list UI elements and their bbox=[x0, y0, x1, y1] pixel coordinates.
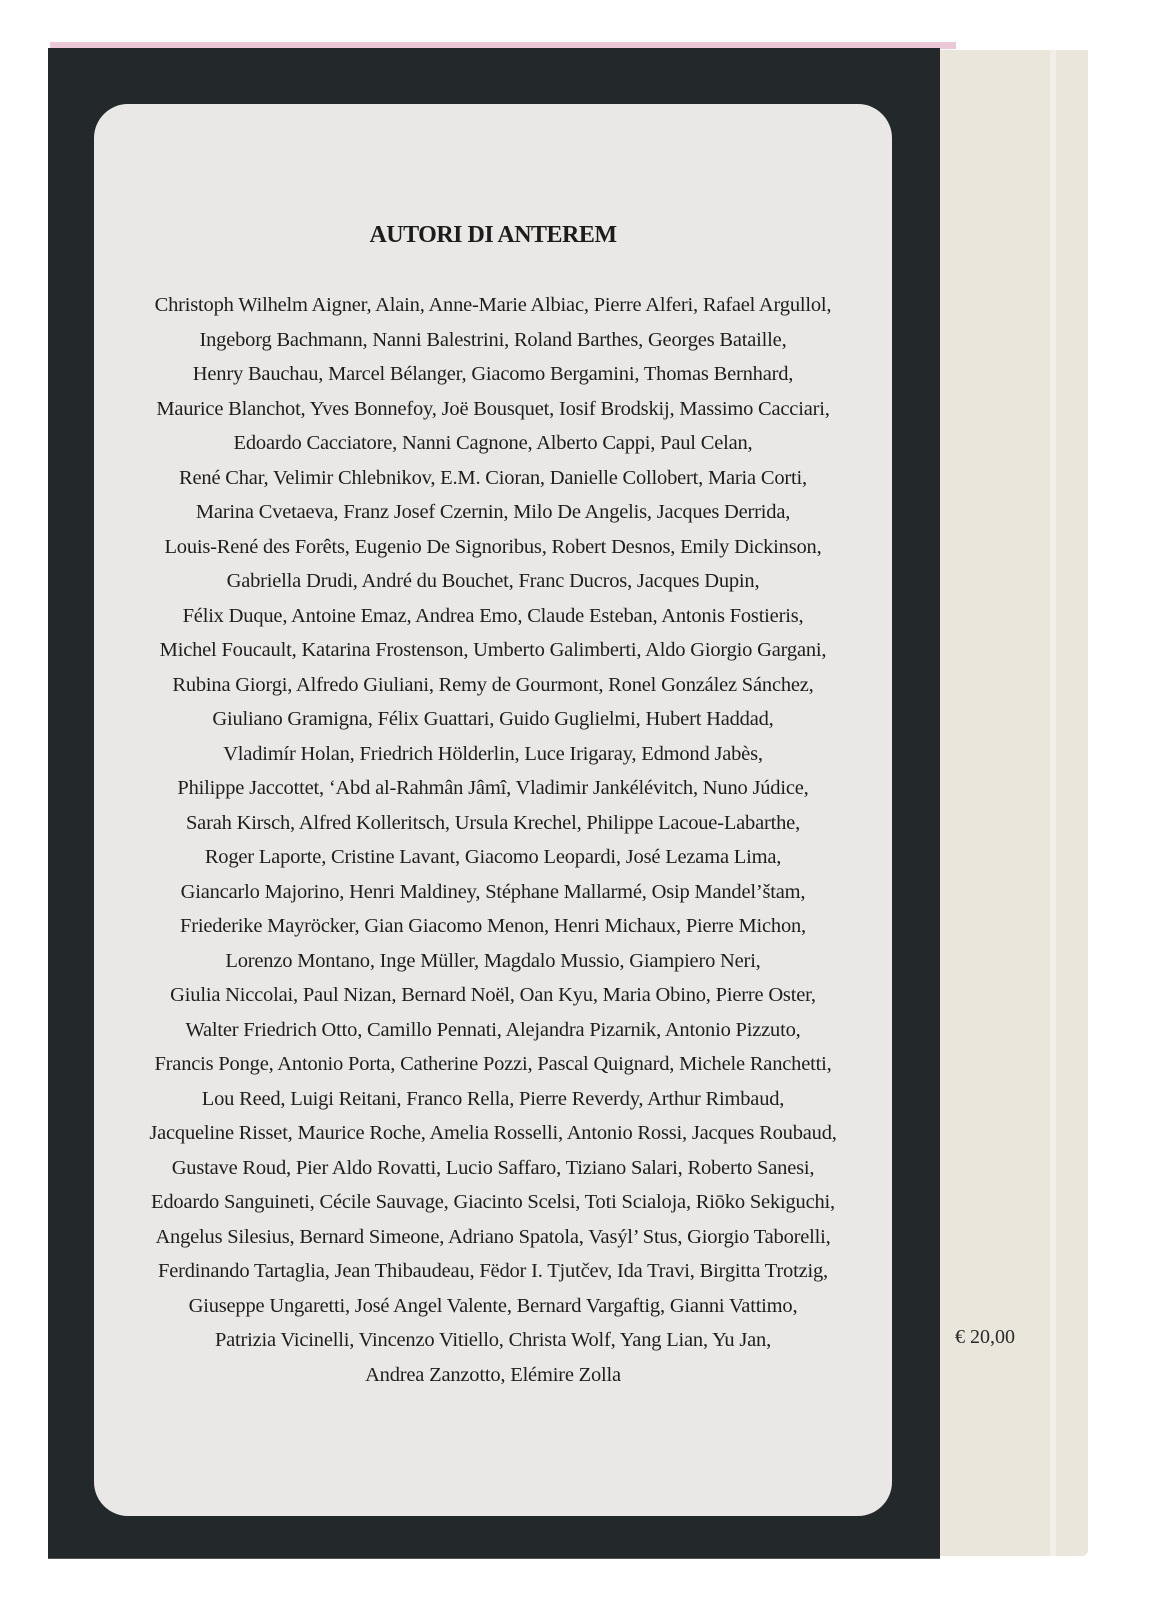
author-line: Christoph Wilhelm Aigner, Alain, Anne-Marie Albiac, Pierre Alferi, Rafael Argullol, bbox=[154, 294, 832, 316]
author-line: Gabriella Drudi, André du Bouchet, Franc Ducros, Jacques Dupin, bbox=[226, 570, 760, 592]
author-line: Jacqueline Risset, Maurice Roche, Amelia Rosselli, Antonio Rossi, Jacques Roubaud, bbox=[149, 1122, 837, 1144]
dark-cover-board bbox=[48, 48, 940, 1558]
author-line: Louis-René des Forêts, Eugenio De Signoribus, Robert Desnos, Emily Dickinson, bbox=[164, 535, 822, 558]
author-line: Giulia Niccolai, Paul Nizan, Bernard Noël, Oan Kyu, Maria Obino, Pierre Oster, bbox=[170, 984, 816, 1006]
author-line: Michel Foucault, Katarina Frostenson, Umberto Galimberti, Aldo Giorgio Gargani, bbox=[159, 639, 827, 661]
author-line: Rubina Giorgi, Alfredo Giuliani, Remy de Gourmont, Ronel González Sánchez, bbox=[172, 673, 814, 696]
page-title: AUTORI DI ANTEREM bbox=[369, 222, 617, 248]
author-line: Roger Laporte, Cristine Lavant, Giacomo Leopardi, José Lezama Lima, bbox=[204, 846, 782, 868]
author-line: Félix Duque, Antoine Emaz, Andrea Emo, Claude Esteban, Antonis Fostieris, bbox=[182, 604, 804, 627]
author-line: Friederike Mayröcker, Gian Giacomo Menon, Henri Michaux, Pierre Michon, bbox=[180, 915, 806, 937]
author-line: Sarah Kirsch, Alfred Kolleritsch, Ursula Krechel, Philippe Lacoue-Labarthe, bbox=[185, 811, 800, 834]
author-line: Edoardo Cacciatore, Nanni Cagnone, Alberto Cappi, Paul Celan, bbox=[233, 432, 753, 454]
author-line: René Char, Velimir Chlebnikov, E.M. Cioran, Danielle Collobert, Maria Corti, bbox=[179, 466, 807, 489]
author-line: Lou Reed, Luigi Reitani, Franco Rella, Pierre Reverdy, Arthur Rimbaud, bbox=[201, 1087, 785, 1110]
author-line: Angelus Silesius, Bernard Simeone, Adriano Spatola, Vasýl’ Stus, Giorgio Taborelli, bbox=[155, 1225, 831, 1248]
author-line: Patrizia Vicinelli, Vincenzo Vitiello, Christa Wolf, Yang Lian, Yu Jan, bbox=[214, 1329, 772, 1351]
author-line: Giuseppe Ungaretti, José Angel Valente, Bernard Vargaftig, Gianni Vattimo, bbox=[188, 1294, 798, 1317]
author-line: Edoardo Sanguineti, Cécile Sauvage, Giacinto Scelsi, Toti Scialoja, Riōko Sekiguchi, bbox=[151, 1191, 835, 1213]
author-line: Vladimír Holan, Friedrich Hölderlin, Luce Irigaray, Edmond Jabès, bbox=[223, 742, 763, 765]
author-line: Ingeborg Bachmann, Nanni Balestrini, Roland Barthes, Georges Bataille, bbox=[199, 328, 787, 351]
author-line: Maurice Blanchot, Yves Bonnefoy, Joë Bousquet, Iosif Brodskij, Massimo Cacciari, bbox=[156, 397, 830, 420]
author-line: Philippe Jaccottet, ‘Abd al-Rahmân Jâmî, Vladimir Jankélévitch, Nuno Júdice, bbox=[177, 777, 809, 799]
author-line: Giuliano Gramigna, Félix Guattari, Guido Guglielmi, Hubert Haddad, bbox=[212, 708, 774, 730]
author-line: Lorenzo Montano, Inge Müller, Magdalo Mussio, Giampiero Neri, bbox=[225, 949, 761, 972]
author-line: Henry Bauchau, Marcel Bélanger, Giacomo Bergamini, Thomas Bernhard, bbox=[192, 363, 794, 385]
author-line: Walter Friedrich Otto, Camillo Pennati, Alejandra Pizarnik, Antonio Pizzuto, bbox=[185, 1018, 801, 1041]
author-line: Andrea Zanzotto, Elémire Zolla bbox=[365, 1363, 621, 1386]
author-line: Francis Ponge, Antonio Porta, Catherine Pozzi, Pascal Quignard, Michele Ranchetti, bbox=[154, 1053, 832, 1075]
author-line: Giancarlo Majorino, Henri Maldiney, Stéphane Mallarmé, Osip Mandel’štam, bbox=[180, 880, 806, 903]
author-line: Ferdinando Tartaglia, Jean Thibaudeau, Fëdor I. Tjutčev, Ida Travi, Birgitta Trotzig, bbox=[158, 1260, 828, 1282]
book-back-cover bbox=[48, 42, 958, 1562]
author-line: Marina Cvetaeva, Franz Josef Czernin, Milo De Angelis, Jacques Derrida, bbox=[195, 501, 791, 523]
author-line: Gustave Roud, Pier Aldo Rovatti, Lucio Saffaro, Tiziano Salari, Roberto Sanesi, bbox=[171, 1156, 815, 1179]
text-panel bbox=[94, 104, 892, 1516]
price-label: € 20,00 bbox=[955, 1326, 1015, 1348]
author-list bbox=[94, 288, 892, 1392]
